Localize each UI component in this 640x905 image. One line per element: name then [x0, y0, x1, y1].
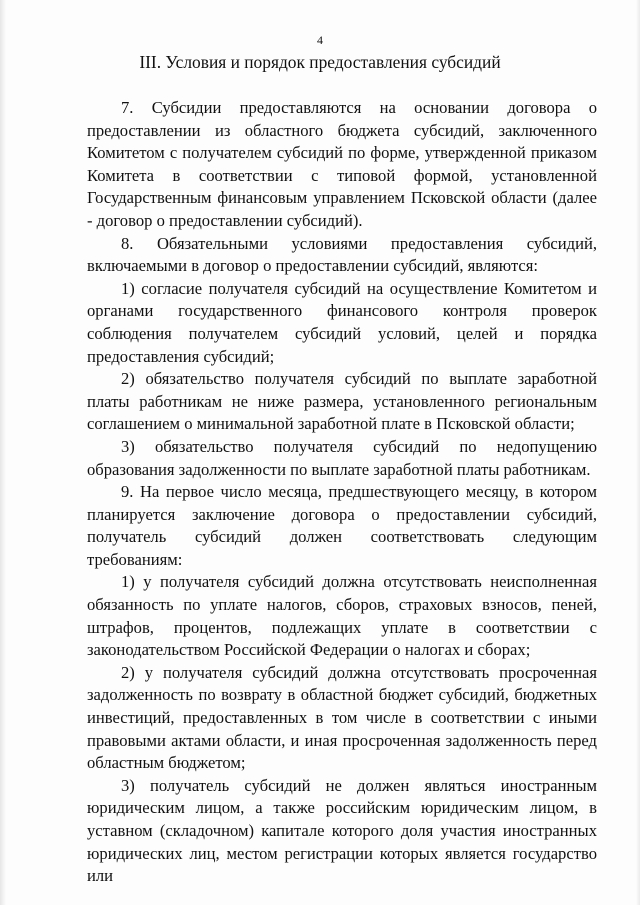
- section-heading: III. Условия и порядок предоставления субсидий: [139, 52, 501, 72]
- paragraph-8: 8. Обязательными условиями предоставления субсидий, включаемыми в договор о предоставлении субсидий, являются:: [87, 233, 597, 276]
- paragraph-9-item-1: 1) у получателя субсидий должна отсутствовать неисполненная обязанность по уплате налогов, сборов, страховых взносов, пеней, штрафов, процентов, подлежащих уплате в соответствии с законодательством Российской Федерации о налогах и сборах;: [87, 572, 597, 660]
- paragraph-9-item-2: 2) у получателя субсидий должна отсутствовать просроченная задолженность по возврату в областной бюджет субсидий, бюджетных инвестиций, предоставленных в том числе в соответствии с иными правовыми актами области, и иная просроченная задолженность перед областным бюджетом;: [87, 662, 597, 773]
- paragraph-9: 9. На первое число месяца, предшествующего месяцу, в котором планируется заключение договора о предоставлении субсидий, получатель субсидий должен соответствовать следующим требованиям:: [87, 482, 597, 569]
- paragraph-8-item-3: 3) обязательство получателя субсидий по недопущению образования задолженности по выплате заработной платы работникам.: [87, 436, 597, 479]
- paragraph-7: 7. Субсидии предоставляются на основании договора о предоставлении из областного бюджета субсидий, заключенного Комитетом с получателем субсидий по форме, утвержденной приказом Комитета в соответствии с типовой формой, установленной Государственным финансовым управлением Псковской области (далее - договор о предоставлении субсидий).: [87, 98, 597, 230]
- scan-edge-right: [636, 0, 640, 905]
- paragraph-9-item-3: 3) получатель субсидий не должен являться иностранным юридическим лицом, а также российским юридическим лицом, в уставном (складочном) капитале которого доля участия иностранных юридических лиц, местом регистрации которых является государство или: [87, 775, 597, 886]
- document-body: [87, 97, 597, 888]
- paragraph-8-item-2: 2) обязательство получателя субсидий по выплате заработной платы работникам не ниже размера, установленного региональным соглашением о минимальной заработной плате в Псковской области;: [87, 369, 597, 434]
- paragraph-8-item-1: 1) согласие получателя субсидий на осуществление Комитетом и органами государственного финансового контроля проверок соблюдения получателем субсидий условий, целей и порядка предоставления субсидий;: [87, 278, 597, 366]
- page-number: 4: [317, 33, 323, 47]
- scan-edge-left: [0, 0, 6, 905]
